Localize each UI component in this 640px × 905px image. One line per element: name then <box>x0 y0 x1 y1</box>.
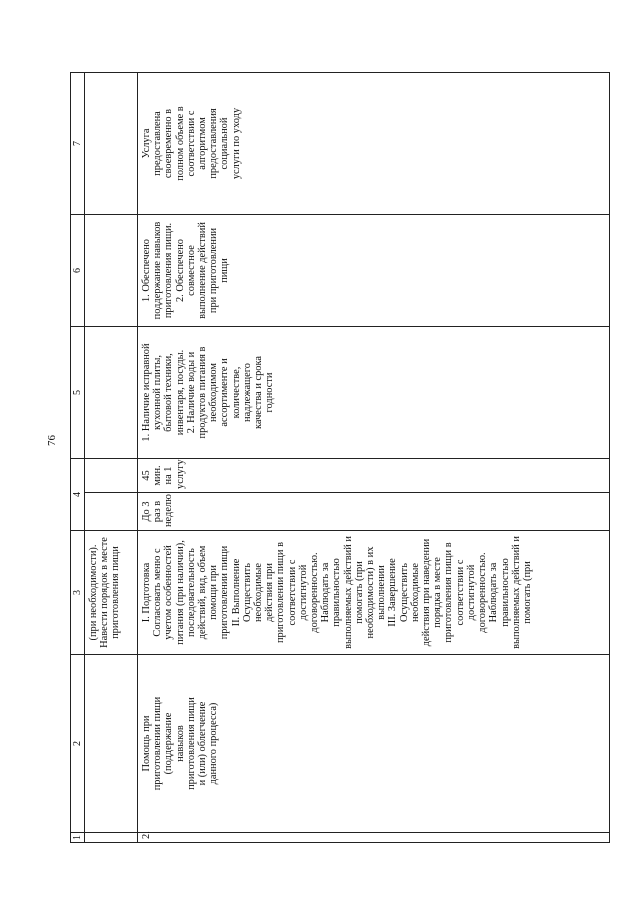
conditions: 1. Наличие исправной кухонной плиты, бытовой техники, инвентаря, посуды. 2. Наличие воды и продуктов питания в необходимом ассортименте и количестве, надлежащего качества и срока годности <box>138 327 610 459</box>
service-content: I. Подготовка Согласовать меню с учетом особенностей питания (при наличии), последовательность действий, вид, объем помощи при приготовлении пищи II. Выполнение Осуществить необходимые действия при приготовлении пищи в соответствии с достигнутой договоренностью. Наблюдать за правильностью выполняемых действий и помогать (при необходимости) в их выполнении III. Завершение Осуществить необходимые действия при наведении порядка в месте приготовления пищи в соответствии с достигнутой договоренностью. Наблюдать за правильностью выполняемых действий и помогать (при <box>138 531 610 655</box>
continuation-text: (при необходимости). Навести порядок в месте приготовления пищи <box>85 531 138 655</box>
header-col-1: 1 <box>71 833 85 843</box>
periodicity: До 3 раз в неделю <box>138 493 610 531</box>
page-number: 76 <box>46 435 58 446</box>
header-col-7: 7 <box>71 73 85 215</box>
duration: 45 мин. на 1 услугу <box>138 459 610 493</box>
header-col-6: 6 <box>71 215 85 327</box>
header-col-5: 5 <box>71 327 85 459</box>
empty-cell <box>85 655 138 833</box>
row-number: 2. <box>138 833 610 843</box>
empty-cell <box>85 73 138 215</box>
continuation-row <box>85 73 138 843</box>
header-col-3: 3 <box>71 531 85 655</box>
header-col-2: 2 <box>71 655 85 833</box>
result: 1. Обеспечено поддержание навыков приготовления пищи. 2. Обеспечено совместное выполнение действий при приготовлении пищи <box>138 215 610 327</box>
service-table-sheet <box>70 73 610 843</box>
empty-cell <box>85 833 138 843</box>
service-name: Помощь при приготовлении пищи (поддержание навыков приготовления пищи и (или) облегчение данного процесса) <box>138 655 610 833</box>
quality-indicators: Услуга предоставлена своевременно в полном объеме в соответствии с алгоритмом предоставления социальной услуги по уходу <box>138 73 610 215</box>
empty-cell <box>85 459 138 493</box>
service-table <box>70 72 610 843</box>
empty-cell <box>85 215 138 327</box>
table-row <box>138 73 610 843</box>
empty-cell <box>85 327 138 459</box>
header-col-4: 4 <box>71 459 85 531</box>
empty-cell <box>85 493 138 531</box>
table-header-row <box>71 73 85 843</box>
